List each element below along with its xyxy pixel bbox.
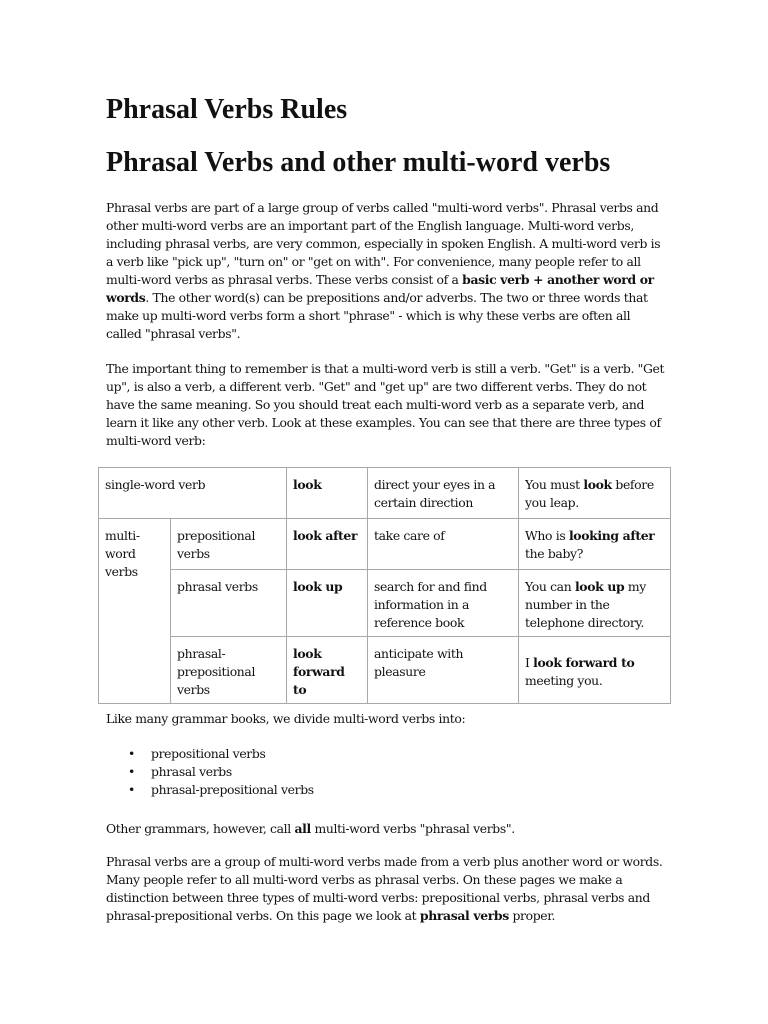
verb-cell <box>287 637 368 704</box>
verb-types-table <box>98 467 671 704</box>
paragraph-text: Other grammars, however, call <box>106 821 295 836</box>
verb-text: look up <box>293 579 343 594</box>
intro-text-2: . The other word(s) can be prepositions and/or adverbs. The two or three words that make up multi-word verbs form a short "phrase" - which is why these verbs are often all called "phrasal verbs". <box>106 290 648 341</box>
bold-text: all <box>294 821 311 836</box>
other-grammars-paragraph <box>106 820 666 838</box>
list-item <box>128 763 314 781</box>
meaning-cell: take care of <box>368 519 519 570</box>
table-row <box>99 570 671 637</box>
division-paragraph: Like many grammar books, we divide multi-word verbs into: <box>106 711 466 726</box>
example-verb: look forward to <box>533 655 635 670</box>
example-text: the baby? <box>525 546 583 561</box>
verb-subtype-cell: phrasal verbs <box>171 570 287 637</box>
list-item <box>128 781 314 799</box>
example-text: Who is <box>525 528 569 543</box>
intro-bold-text: basic verb + another word or words <box>106 272 654 305</box>
verb-cell <box>287 519 368 570</box>
paragraph-text: Phrasal verbs are a group of multi-word verbs made from a verb plus another word or words. Many people refer to all multi-word verbs as phrasal verbs. On these pages we make a distinction between three types of multi-word verbs: prepositional verbs, phrasal verbs and phrasal-prepositional verbs. On this page we look at <box>106 854 663 923</box>
example-verb: looking after <box>568 528 655 543</box>
example-verb: look up <box>574 579 625 594</box>
verb-cell <box>287 468 368 519</box>
list-item-text: phrasal-prepositional verbs <box>151 782 314 797</box>
example-text: I <box>525 655 534 670</box>
table-row <box>99 637 671 704</box>
multi-word-group-cell: multi-word verbs <box>99 519 171 704</box>
bullet-icon: • <box>128 764 135 779</box>
table-row <box>99 519 671 570</box>
verb-cell <box>287 570 368 637</box>
verb-text: look after <box>293 528 358 543</box>
verb-text: look <box>293 477 322 492</box>
intro-paragraph <box>106 199 666 343</box>
table-row <box>99 468 671 519</box>
example-text: You must <box>525 477 584 492</box>
meaning-cell: direct your eyes in a certain direction <box>368 468 519 519</box>
definition-paragraph <box>106 853 666 925</box>
example-cell <box>519 468 671 519</box>
page-title: Phrasal Verbs Rules <box>106 94 348 125</box>
list-item-text: phrasal verbs <box>151 764 232 779</box>
example-text: You can <box>525 579 575 594</box>
meaning-cell: search for and find information in a reference book <box>368 570 519 637</box>
section-heading: Phrasal Verbs and other multi-word verbs <box>106 147 611 178</box>
example-verb: look <box>583 477 612 492</box>
example-cell <box>519 570 671 637</box>
verb-text: look forward to <box>293 646 345 697</box>
bullet-icon: • <box>128 782 135 797</box>
example-cell <box>519 519 671 570</box>
verb-types-list <box>106 745 314 799</box>
verb-subtype-cell: phrasal-prepositional verbs <box>171 637 287 704</box>
paragraph-text: multi-word verbs "phrasal verbs". <box>310 821 515 836</box>
example-cell <box>519 637 671 704</box>
example-text: my number in the telephone directory. <box>525 579 646 630</box>
meaning-cell: anticipate with pleasure <box>368 637 519 704</box>
bold-text: phrasal verbs <box>419 908 509 923</box>
verb-type-cell: single-word verb <box>99 468 287 519</box>
bullet-icon: • <box>128 746 135 761</box>
intro-text-1: Phrasal verbs are part of a large group of verbs called "multi-word verbs". Phrasal verbs and other multi-word verbs are an important part of the English language. Multi-word verbs, including phrasal verbs, are very common, especially in spoken English. A multi-word verb is a verb like "pick up", "turn on" or "get on with". For convenience, many people refer to all multi-word verbs as phrasal verbs. These verbs consist of a <box>106 200 661 287</box>
list-item <box>128 745 314 763</box>
example-text: meeting you. <box>525 673 603 688</box>
explanation-paragraph: The important thing to remember is that a multi-word verb is still a verb. "Get" is a verb. "Get up", is also a verb, a different verb. "Get" and "get up" are two different verbs. They do not have the same meaning. So you should treat each multi-word verb as a separate verb, and learn it like any other verb. Look at these examples. You can see that there are three types of multi-word verb: <box>106 361 665 448</box>
list-item-text: prepositional verbs <box>151 746 266 761</box>
verb-subtype-cell: prepositional verbs <box>171 519 287 570</box>
paragraph-text: proper. <box>508 908 556 923</box>
example-text: before you leap. <box>525 477 654 510</box>
